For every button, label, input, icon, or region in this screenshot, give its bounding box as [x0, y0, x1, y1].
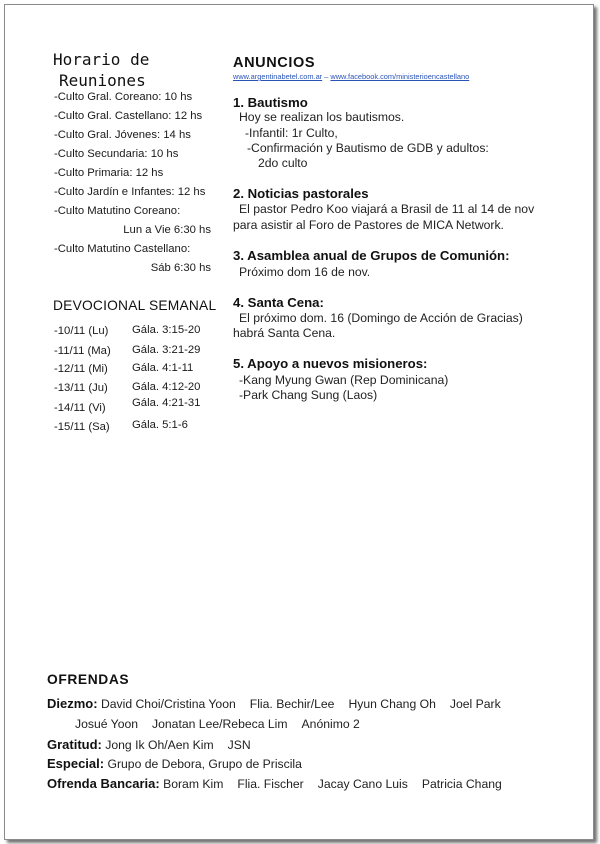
announcement-heading: 1. Bautismo: [233, 95, 308, 110]
devotional-ref: Gála. 3:15-20: [132, 324, 201, 336]
announcement-line: -Park Chang Sung (Laos): [239, 388, 378, 402]
devotional-title: DEVOCIONAL SEMANAL: [53, 298, 217, 313]
announcement-line: -Infantil: 1r Culto,: [245, 126, 338, 140]
schedule-item: -Culto Primaria: 12 hs: [54, 167, 164, 179]
donor-name: Grupo de Debora, Grupo de Priscila: [107, 757, 302, 771]
schedule-title: [53, 49, 149, 91]
schedule-item: -Culto Secundaria: 10 hs: [54, 148, 179, 160]
devotional-date: -14/11 (Vi): [54, 402, 106, 414]
donor-name: JSN: [227, 738, 251, 752]
offering-bancaria: [47, 776, 502, 791]
devotional-date: -11/11 (Ma): [54, 345, 111, 357]
donor-name: Flia. Fischer: [237, 777, 304, 791]
schedule-title-line1: Horario de: [53, 50, 150, 69]
announcement-line: Próximo dom 16 de nov.: [239, 265, 371, 279]
devotional-date: -15/11 (Sa): [54, 421, 110, 433]
schedule-item: -Culto Gral. Castellano: 12 hs: [54, 110, 203, 122]
announcement-line: El próximo dom. 16 (Domingo de Acción de Gracias): [239, 311, 523, 325]
announcement-line: 2do culto: [258, 156, 308, 170]
devotional-date: -13/11 (Ju): [54, 382, 108, 394]
announcement-line: para asistir al Foro de Pastores de MICA Network.: [233, 218, 504, 232]
devotional-ref: Gála. 4:21-31: [132, 397, 201, 409]
schedule-title-line2: Reuniones: [59, 71, 146, 90]
announcements-links: [233, 72, 469, 81]
donor-name: Jacay Cano Luis: [317, 777, 408, 791]
schedule-item: -Culto Gral. Coreano: 10 hs: [54, 91, 193, 103]
especial-label: Especial:: [47, 756, 105, 771]
announcement-line: -Confirmación y Bautismo de GDB y adultos:: [247, 141, 489, 155]
announcement-line: Hoy se realizan los bautismos.: [239, 110, 405, 124]
donor-name: Jonatan Lee/Rebeca Lim: [152, 717, 288, 731]
schedule-item: -Culto Matutino Coreano:: [54, 205, 181, 217]
devotional-ref: Gála. 4:12-20: [132, 381, 201, 393]
website-link[interactable]: www.argentinabetel.com.ar: [233, 72, 323, 81]
donor-name: Jong Ik Oh/Aen Kim: [105, 738, 214, 752]
offering-especial: [47, 756, 302, 771]
offerings-title: OFRENDAS: [47, 672, 130, 687]
offering-gratitud: [47, 737, 251, 752]
offering-diezmo-cont: [75, 717, 360, 731]
schedule-item-time: Lun a Vie 6:30 hs: [123, 224, 211, 236]
offering-diezmo: [47, 696, 501, 711]
schedule-item: -Culto Matutino Castellano:: [54, 243, 191, 255]
diezmo-label: Diezmo:: [47, 696, 98, 711]
announcement-heading: 2. Noticias pastorales: [233, 186, 369, 201]
devotional-ref: Gála. 3:21-29: [132, 344, 201, 356]
donor-name: Flia. Bechir/Lee: [249, 697, 335, 711]
donor-name: Patricia Chang: [421, 777, 502, 791]
devotional-ref: Gála. 5:1-6: [132, 419, 188, 431]
link-separator: –: [322, 72, 331, 81]
announcements-title: ANUNCIOS: [233, 55, 316, 71]
schedule-item-time: Sáb 6:30 hs: [150, 262, 211, 274]
devotional-ref: Gála. 4:1-11: [132, 362, 194, 374]
bulletin-page: [4, 4, 594, 840]
announcement-heading: 3. Asamblea anual de Grupos de Comunión:: [233, 248, 510, 263]
donor-name: Josué Yoon: [75, 717, 139, 731]
devotional-date: -10/11 (Lu): [54, 325, 109, 337]
facebook-link[interactable]: www.facebook.com/ministerioencastellano: [330, 72, 470, 81]
devotional-date: -12/11 (Mi): [54, 363, 108, 375]
donor-name: David Choi/Cristina Yoon: [100, 697, 236, 711]
announcement-line: -Kang Myung Gwan (Rep Dominicana): [239, 373, 449, 387]
donor-name: Joel Park: [449, 697, 501, 711]
donor-name: Hyun Chang Oh: [348, 697, 436, 711]
announcement-heading: 5. Apoyo a nuevos misioneros:: [233, 356, 428, 371]
schedule-item: -Culto Gral. Jóvenes: 14 hs: [54, 129, 191, 141]
announcement-line: habrá Santa Cena.: [233, 326, 336, 340]
bancaria-label: Ofrenda Bancaria:: [47, 776, 160, 791]
donor-name: Boram Kim: [163, 777, 224, 791]
announcement-heading: 4. Santa Cena:: [233, 295, 324, 310]
schedule-item: -Culto Jardín e Infantes: 12 hs: [54, 186, 206, 198]
donor-name: Anónimo 2: [301, 717, 360, 731]
announcement-line: El pastor Pedro Koo viajará a Brasil de 11 al 14 de nov: [239, 202, 535, 216]
gratitud-label: Gratitud:: [47, 737, 102, 752]
